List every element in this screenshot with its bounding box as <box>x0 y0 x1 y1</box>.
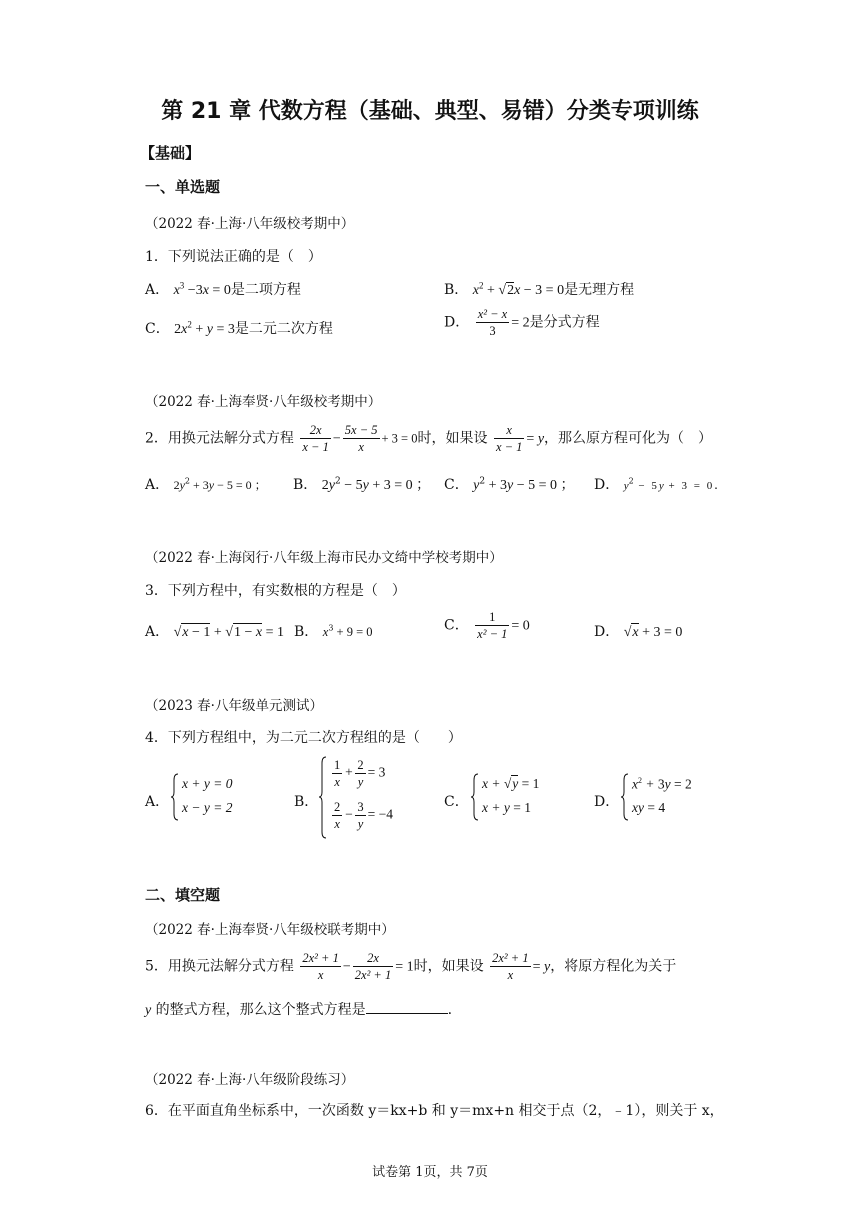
option-label: A． <box>145 282 170 298</box>
option-label: D． <box>594 624 620 640</box>
option-label: A． <box>145 477 170 493</box>
q1-option-c: C． $2x^2 + y = 3$是二元二次方程 <box>145 319 333 337</box>
q5-line2 <box>145 999 452 1019</box>
q2-stem: 2．用换元法解分式方程 $\frac{2x}{x - 1}$ − $\frac{5x - 5}{x}$ + 3 = 0时，如果设 $\frac{x}{x - 1}$ = y，那么原方程可化为（ ） <box>145 423 713 454</box>
q2-option-a: A． $2y^2 + 3y - 5 = 0$ ； <box>145 476 267 493</box>
stem-text: 的整式方程，那么这个整式方程是 <box>151 1002 366 1018</box>
stem-text: . <box>447 1002 453 1018</box>
stem-text: ，那么原方程可化为（ ） <box>544 430 713 447</box>
q2-option-d: D． $y^2 - 5y + 3 = 0$. <box>594 476 718 493</box>
option-text: 是二元二次方程 <box>234 321 333 337</box>
part-single-choice-heading: 一、单选题 <box>145 178 221 196</box>
q3-option-c: C． $\frac{1}{\text{x² − 1}}$ = 0 <box>444 610 530 641</box>
stem-text: 时，如果设 <box>413 958 484 975</box>
q4-option-b-label: B． <box>294 794 319 810</box>
q2-option-c: C． $y^2 + 3y - 5 = 0$ ； <box>444 476 575 493</box>
fraction: $\frac{\text{2x² + 1}}{x}$ <box>302 951 339 982</box>
math-expression: x <box>472 283 479 298</box>
q3-option-a: A． √x − 1 + √1 − x = 1 <box>145 624 285 640</box>
q3-option-b: B． $x^3 + 9 = 0$ <box>294 623 373 640</box>
fraction: $\frac{5x - 5}{x}$ <box>344 423 378 454</box>
section-basic-heading: 【基础】 <box>140 144 201 162</box>
stem-text: 时，如果设 <box>417 430 488 447</box>
option-label: B． <box>294 624 319 640</box>
q6-stem: 6．在平面直角坐标系中，一次函数 y＝kx+b 和 y＝mx+n 相交于点（2，﹣1），则关于 x， <box>145 1103 724 1119</box>
q1-option-d: D． $\frac{\text{x² − x}}{3}$ = 2是分式方程 <box>444 307 600 338</box>
q2-source: （2022 春·上海奉贤·八年级校考期中） <box>145 394 382 410</box>
fraction: $\frac{x}{x - 1}$ <box>495 423 523 454</box>
q3-source: （2022 春·上海闵行·八年级上海市民办文绮中学校考期中） <box>145 550 503 566</box>
q4-option-c-system: x + √y = 1 x + y = 1 <box>470 772 560 822</box>
part-fill-blank-heading: 二、填空题 <box>145 886 221 904</box>
option-text: 是分式方程 <box>529 314 600 331</box>
brace-icon <box>318 755 328 840</box>
fraction: $\frac{\text{x² − x}}{3}$ <box>477 307 508 338</box>
q4-option-c-label: C． <box>444 794 469 810</box>
brace-icon <box>470 772 480 822</box>
brace-icon <box>620 772 630 822</box>
stem-text: ，将原方程化为关于 <box>550 958 677 975</box>
q5-stem: 5．用换元法解分式方程 $\frac{\text{2x² + 1}}{x}$ − $\frac{2x}{\text{2x² + 1}}$ = 1时，如果设 $\frac{\text{2x² + 1}}{x}$ = y，将原方程化为关于 <box>145 951 677 982</box>
brace-icon <box>170 772 180 822</box>
option-label: D． <box>594 477 620 493</box>
option-label: B． <box>444 282 469 298</box>
option-label: C． <box>444 617 469 634</box>
q4-stem: 4．下列方程组中，为二元二次方程组的是（ ） <box>145 730 462 746</box>
math-expression: 2 <box>174 322 182 337</box>
fraction: $\frac{2x}{\text{2x² + 1}}$ <box>354 951 392 982</box>
fraction: $\frac{2x}{x - 1}$ <box>302 423 329 454</box>
q4-option-d-label: D． <box>594 794 620 810</box>
q1-source: （2022 春·上海·八年级校考期中） <box>145 216 355 232</box>
variable-text: y <box>145 1003 152 1018</box>
q2-option-b: B． $2y^2 - 5y + 3 = 0$ ； <box>293 476 431 493</box>
fraction: $\frac{1}{\text{x² − 1}}$ <box>477 610 508 641</box>
q4-option-b-system: $\frac{1}{x}$ + $\frac{2}{y}$ = 3 $\frac{2}{x}$ − $\frac{3}{y}$ = −4 <box>318 755 408 840</box>
q4-source: （2023 春·八年级单元测试） <box>145 698 323 714</box>
option-text: 是二项方程 <box>230 282 301 298</box>
q4-option-a-system: x + y = 0 x − y = 2 <box>170 772 250 822</box>
q3-option-d: D． √x + 3 = 0 <box>594 624 683 640</box>
option-label: C． <box>444 477 469 493</box>
q4-option-a-label: A． <box>145 794 170 810</box>
q5-source: （2022 春·上海奉贤·八年级校联考期中） <box>145 922 395 938</box>
q6-source: （2022 春·上海·八年级阶段练习） <box>145 1072 355 1088</box>
math-expression: x <box>173 283 180 298</box>
answer-blank[interactable] <box>366 999 448 1014</box>
option-label: C． <box>145 321 170 337</box>
option-label: D． <box>444 314 470 331</box>
option-label: B． <box>293 477 318 493</box>
page-footer: 试卷第 1页，共 7页 <box>372 1165 488 1180</box>
q1-option-a: A． $x^3 -3x = 0$是二项方程 <box>145 280 301 298</box>
fraction: $\frac{\text{2x² + 1}}{x}$ <box>492 951 529 982</box>
q4-option-d-system: $x^2 + 3y = 2$ xy = 4 <box>620 772 710 822</box>
q1-stem: 1．下列说法正确的是（ ） <box>145 249 322 265</box>
page-title: 第 21 章 代数方程（基础、典型、易错）分类专项训练 <box>161 99 699 124</box>
option-text: 是无理方程 <box>564 282 635 298</box>
option-label: A． <box>145 624 170 640</box>
q3-stem: 3．下列方程中，有实数根的方程是（ ） <box>145 583 406 599</box>
stem-text: 5．用换元法解分式方程 <box>145 958 294 975</box>
stem-text: 2．用换元法解分式方程 <box>145 430 294 447</box>
q1-option-b: B． $x^2 + √2x - 3 = 0$是无理方程 <box>444 280 635 298</box>
